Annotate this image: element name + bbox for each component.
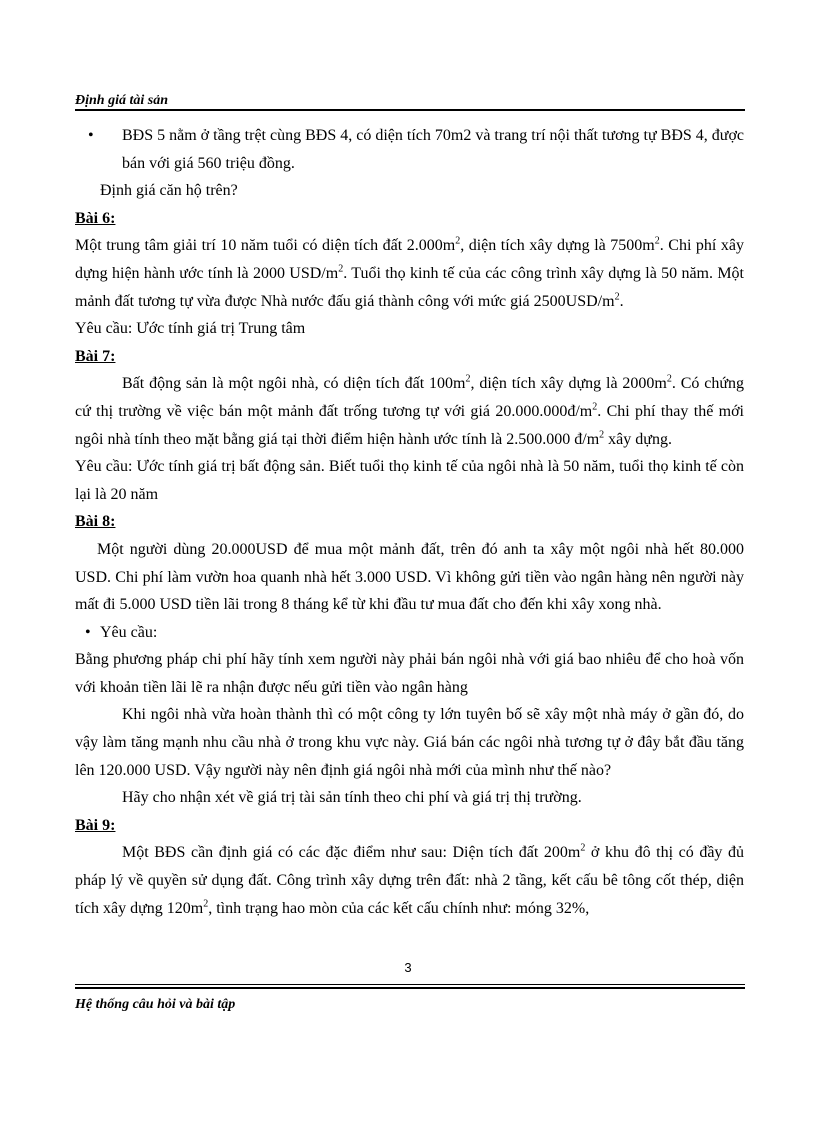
bai9-sup-1: 2 [580, 843, 586, 855]
bai9-sup-2: 2 [203, 898, 209, 910]
bai7-sup-1: 2 [465, 374, 471, 386]
bai6-sup-2: 2 [654, 236, 660, 248]
bai6-sup-4: 2 [614, 291, 620, 303]
bai8-paragraph-4: Hãy cho nhận xét về giá trị tài sản tính theo chi phí và giá trị thị trường. [122, 789, 582, 807]
bullet-icon: • [88, 127, 94, 144]
bai9-heading: Bài 9: [75, 816, 116, 834]
bai7-paragraph [75, 370, 744, 453]
header-rule [75, 109, 745, 111]
bai6-heading: Bài 6: [75, 209, 116, 227]
bai6-text-5: . [619, 292, 624, 310]
bai8-requirement-bullet [75, 619, 744, 647]
bai6-text-3: . Chi phí xây dựng hiện hành ước tính là 2000 USD/m [75, 237, 745, 282]
header-title: Định giá tài sản [75, 93, 168, 108]
bai7-sup-4: 2 [599, 429, 605, 441]
bai9-text-3: , tình trạng hao mòn của các kết cấu chính như: móng 32%, [208, 899, 590, 917]
page-content [75, 122, 744, 922]
bai8-requirement-label: Yêu cầu: [100, 623, 158, 641]
bai7-text-4: . Chi phí thay thế mới ngôi nhà tính theo mặt bằng giá tại thời điểm hiện hành ước tính là 2.500.000 đ/m [75, 402, 745, 448]
bai7-sup-3: 2 [592, 401, 598, 413]
bai7-sup-2: 2 [666, 374, 672, 386]
page-number: 3 [404, 960, 412, 975]
intro-bullet-text: BĐS 5 nằm ở tầng trệt cùng BĐS 4, có diện tích 70m2 và trang trí nội thất tương tự BĐS 4, được bán với giá 560 triệu đồng. [122, 127, 744, 172]
footer-rule-thick [75, 987, 745, 989]
bai7-requirement: Yêu cầu: Ước tính giá trị bất động sản. Biết tuổi thọ kinh tế của ngôi nhà là 50 năm, tuổi thọ kinh tế còn lại là 20 năm [75, 458, 744, 503]
bai8-paragraph-2: Bằng phương pháp chi phí hãy tính xem người này phải bán ngôi nhà với giá bao nhiêu để cho hoà vốn với khoản tiền lãi lẽ ra nhận được nếu gửi tiền vào ngân hàng [75, 651, 744, 696]
bai8-heading: Bài 8: [75, 513, 116, 531]
footer-title: Hệ thống câu hỏi và bài tập [75, 997, 236, 1012]
bai7-text-2: , diện tích xây dựng là 2000m [470, 375, 667, 393]
bai6-paragraph [75, 232, 744, 315]
bai6-text-4: . Tuổi thọ kinh tế của các công trình xây dựng là 50 năm. Một mảnh đất tương tự vừa được Nhà nước đấu giá thành công với mức giá 2500USD/m [75, 264, 745, 310]
bai6-sup-3: 2 [338, 263, 344, 275]
bai6-text-2: , diện tích xây dựng là 7500m [460, 237, 655, 255]
bai6-requirement: Yêu cầu: Ước tính giá trị Trung tâm [75, 320, 306, 338]
bai7-text-3: . Có chứng cứ thị trường về việc bán một mảnh đất trống tương tự với giá 20.000.000đ/m [75, 375, 744, 420]
bai7-text-1: Bất động sản là một ngôi nhà, có diện tích đất 100m [122, 375, 466, 393]
bai9-text-1: Một BĐS cần định giá có các đặc điểm như sau: Diện tích đất 200m [122, 844, 581, 862]
bai6-text-1: Một trung tâm giải trí 10 năm tuổi có diện tích đất 2.000m [75, 237, 456, 255]
bai7-heading: Bài 7: [75, 347, 116, 365]
bai8-paragraph-1: Một người dùng 20.000USD để mua một mảnh đất, trên đó anh ta xây một ngôi nhà hết 80.000 USD. Chi phí làm vườn hoa quanh nhà hết 3.000 USD. Vì không gửi tiền vào ngân hàng nên người này mất đi 5.000 USD tiền lãi trong 8 tháng kể từ khi đầu tư mua đất cho đến khi xây xong nhà. [75, 540, 744, 614]
bai9-paragraph [75, 839, 744, 922]
footer-rule-thin [75, 984, 745, 985]
intro-bullet-item [75, 122, 744, 177]
bai9-text-2: ở khu đô thị có đầy đủ pháp lý về quyền sử dụng đất. Công trình xây dựng trên đất: nhà 2 tầng, kết cấu bê tông cốt thép, diện tích xây dựng 120m [75, 844, 745, 917]
intro-question: Định giá căn hộ trên? [100, 182, 238, 200]
bai6-sup-1: 2 [455, 236, 461, 248]
bai7-text-5: xây dựng. [604, 430, 672, 448]
bai8-paragraph-3: Khi ngôi nhà vừa hoàn thành thì có một công ty lớn tuyên bố sẽ xây một nhà máy ở gần đó, do vậy làm tăng mạnh nhu cầu nhà ở trong khu vực này. Giá bán các ngôi nhà tương tự ở đây bắt đầu tăng lên 120.000 USD. Vậy người này nên định giá ngôi nhà mới của mình như thế nào? [75, 706, 744, 779]
bullet-icon: • [85, 623, 91, 641]
